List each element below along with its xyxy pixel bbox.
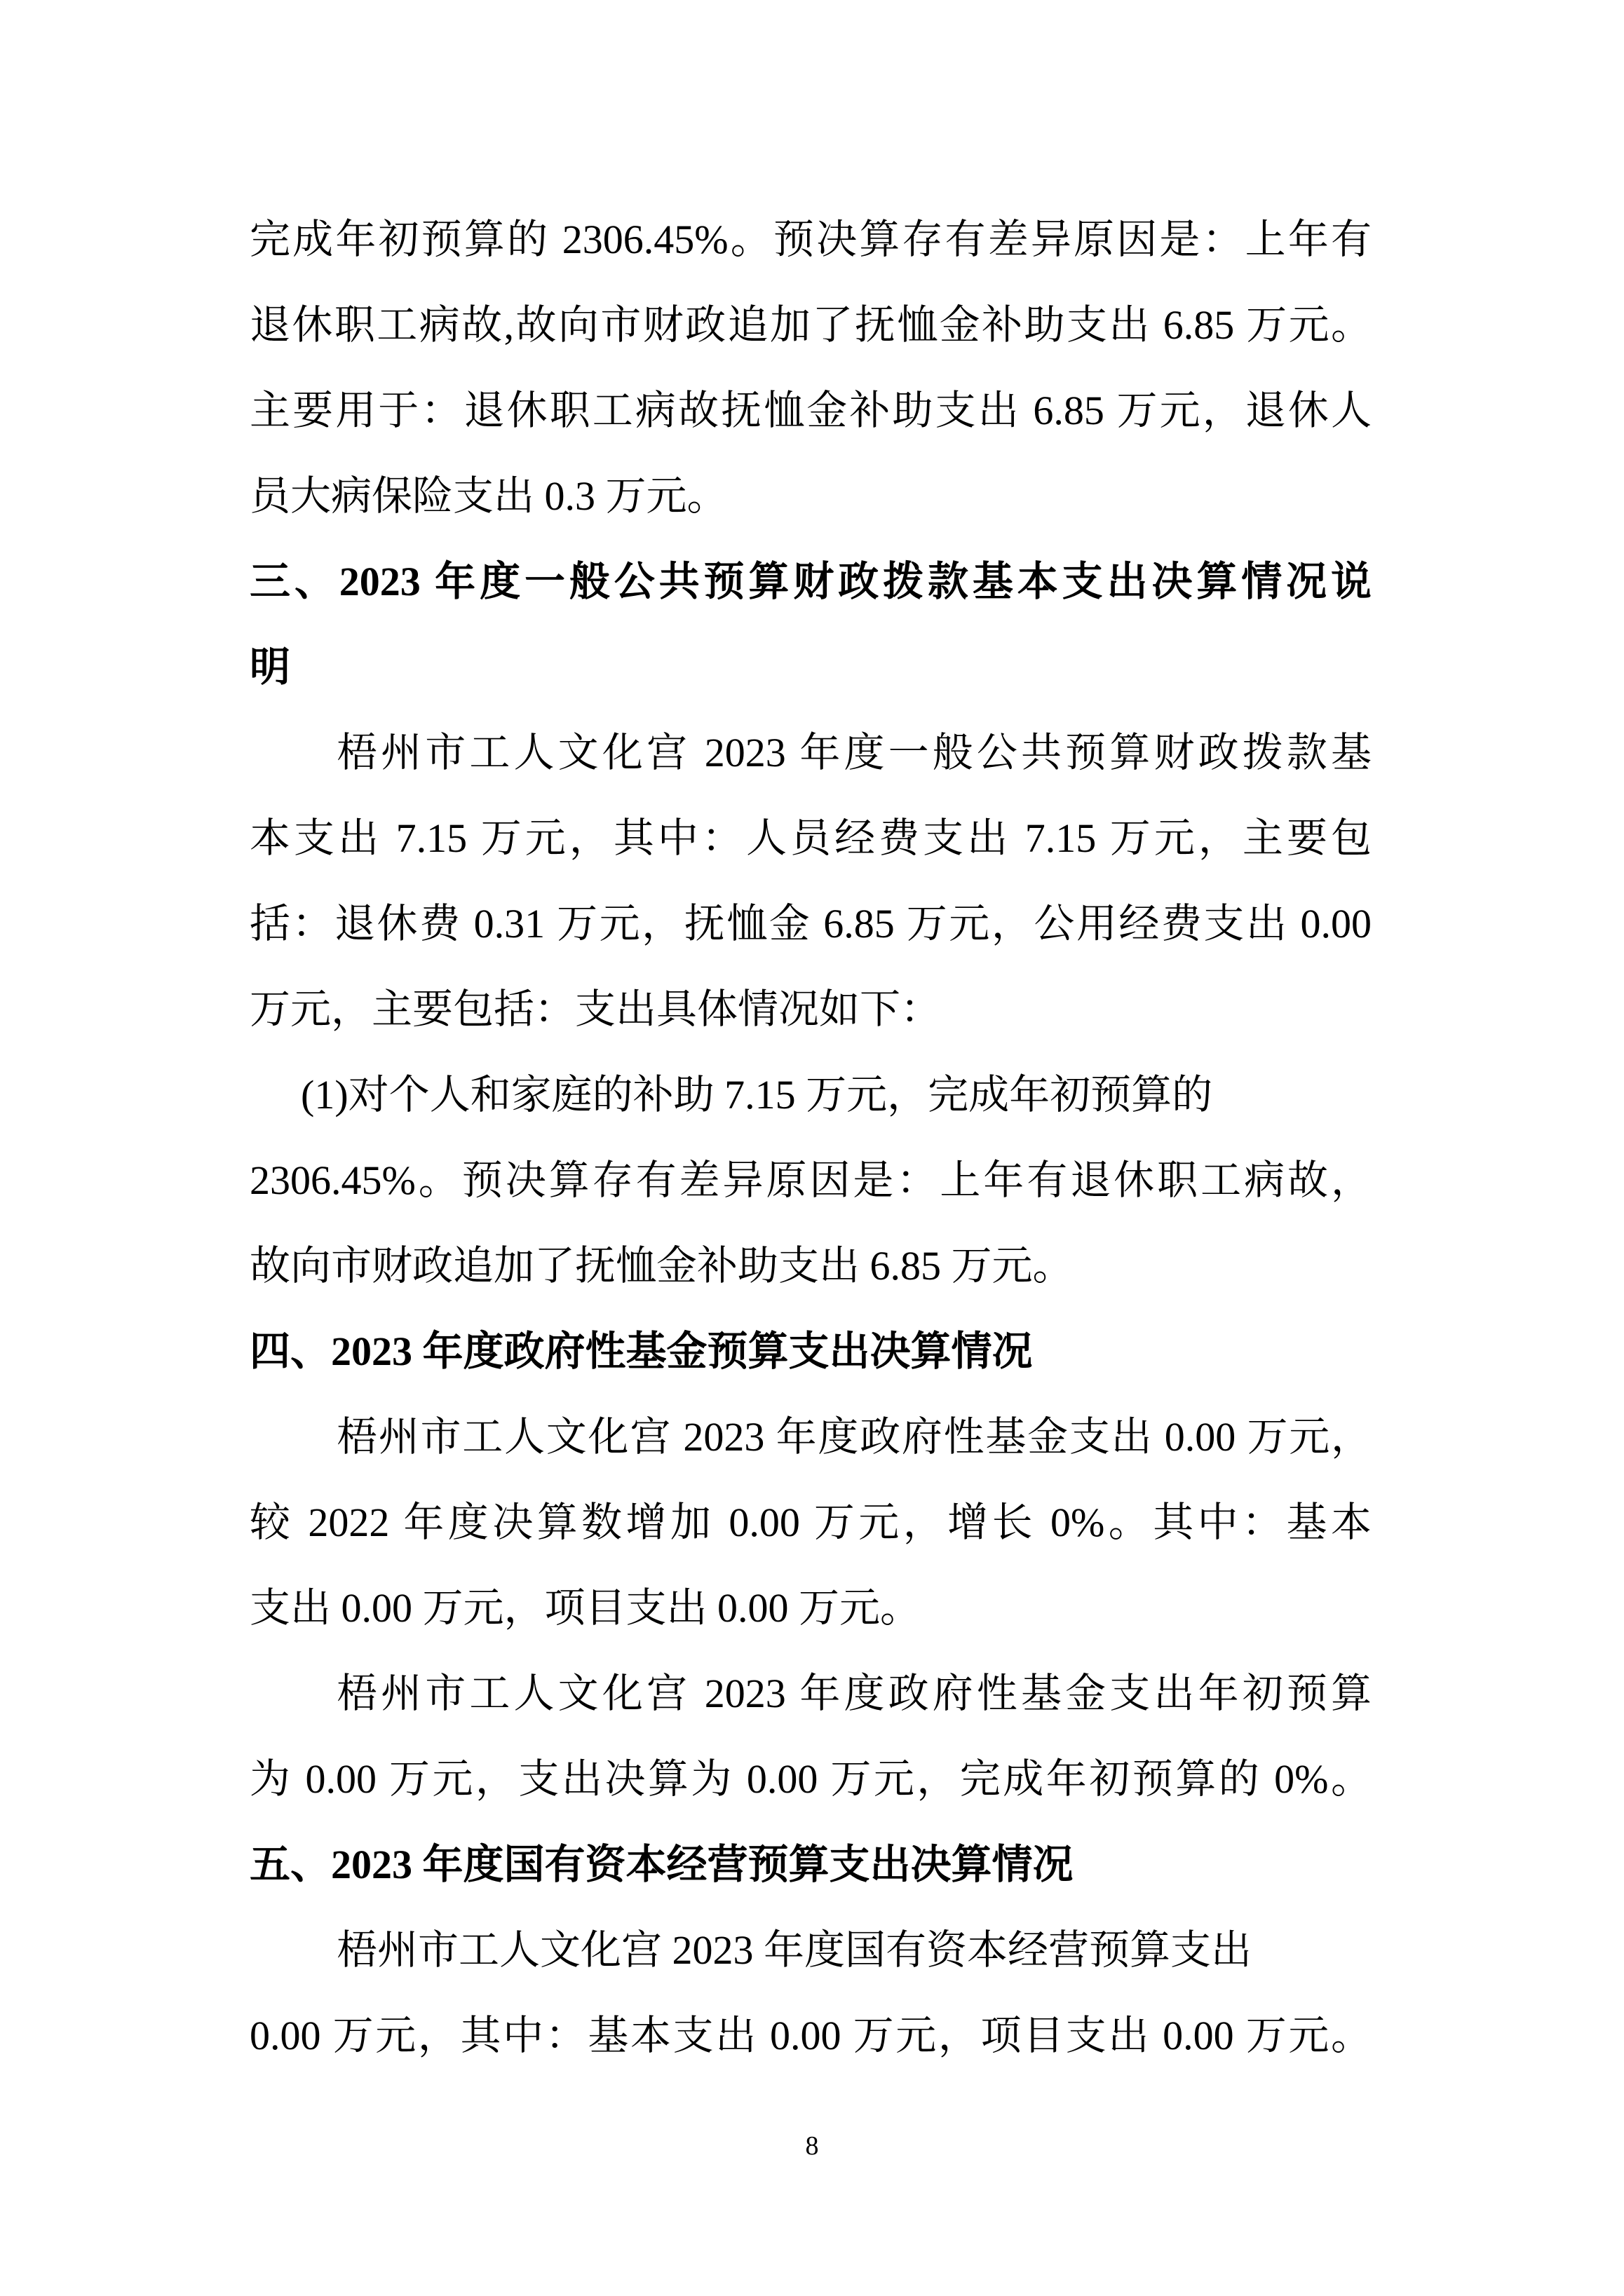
body-text-line: 梧州市工人文化宫 2023 年度一般公共预算财政拨款基 — [337, 730, 1372, 775]
body-text-line: 梧州市工人文化宫 2023 年度政府性基金支出 0.00 万元， — [337, 1414, 1372, 1460]
body-text-line: 退休职工病故,故向市财政追加了抚恤金补助支出 6.85 万元。 — [250, 302, 1372, 348]
body-text-line: 为 0.00 万元，支出决算为 0.00 万元，完成年初预算的 0%。 — [250, 1756, 1372, 1802]
body-text-line: 本支出 7.15 万元，其中：人员经费支出 7.15 万元，主要包 — [250, 815, 1372, 861]
body-text-line: (1)对个人和家庭的补助 7.15 万元，完成年初预算的 — [301, 1072, 1213, 1118]
body-text-line: 较 2022 年度决算数增加 0.00 万元，增长 0%。其中：基本 — [250, 1500, 1372, 1545]
body-text-line: 0.00 万元，其中：基本支出 0.00 万元，项目支出 0.00 万元。 — [250, 2013, 1372, 2058]
document-body — [250, 197, 1372, 2079]
heading-line: 五、2023 年度国有资本经营预算支出决算情况 — [250, 1842, 1074, 1887]
body-text-line: 员大病保险支出 0.3 万元。 — [250, 473, 728, 519]
body-text-line: 2306.45%。预决算存有差异原因是：上年有退休职工病故， — [250, 1157, 1372, 1203]
page-number: 8 — [805, 2131, 819, 2161]
body-text-line: 梧州市工人文化宫 2023 年度政府性基金支出年初预算 — [337, 1671, 1372, 1716]
body-text-line: 梧州市工人文化宫 2023 年度国有资本经营预算支出 — [337, 1927, 1252, 1973]
body-text-line: 括：退休费 0.31 万元，抚恤金 6.85 万元，公用经费支出 0.00 — [250, 901, 1372, 946]
heading-line: 三、2023 年度一般公共预算财政拨款基本支出决算情况说 — [250, 559, 1372, 604]
heading-line: 四、2023 年度政府性基金预算支出决算情况 — [250, 1329, 1033, 1374]
body-text-line: 主要用于：退休职工病故抚恤金补助支出 6.85 万元，退休人 — [250, 388, 1372, 433]
body-text-line: 完成年初预算的 2306.45%。预决算存有差异原因是：上年有 — [250, 217, 1372, 262]
body-text-line: 支出 0.00 万元，项目支出 0.00 万元。 — [250, 1585, 921, 1631]
body-text-line: 万元，主要包括：支出具体情况如下： — [250, 986, 942, 1032]
body-text-line: 故向市财政追加了抚恤金补助支出 6.85 万元。 — [250, 1243, 1074, 1289]
heading-line: 明 — [250, 644, 291, 690]
